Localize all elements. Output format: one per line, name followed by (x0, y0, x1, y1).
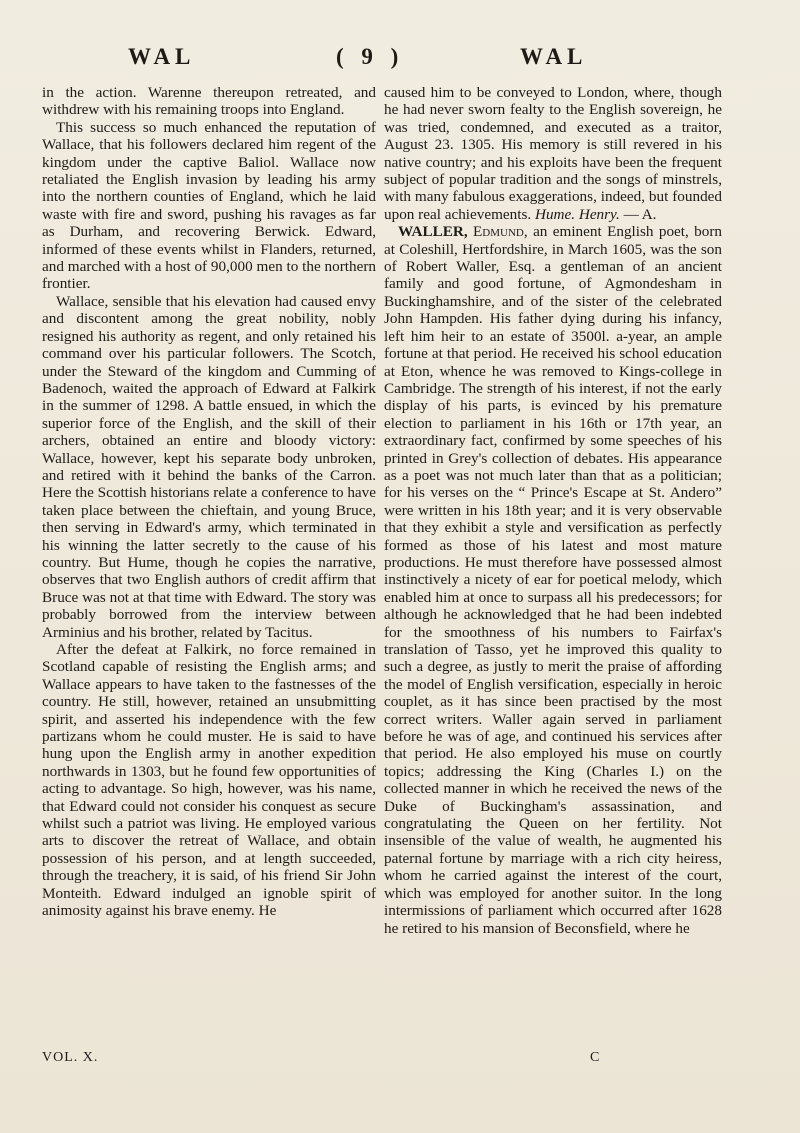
entry-forename: Edmund, (473, 223, 528, 241)
author-initial: — A. (623, 205, 657, 223)
header-left: WAL (128, 44, 196, 69)
paragraph-text: caused him to be conveyed to London, where, though he had never sworn fealty to the English sovereign, he was tried, condemned, and executed as a traitor, August 23. 1305. His memory is still revered in his native country; and his exploits have been the frequent subject of popular tradition and the songs of minstrels, with many fabulous exaggerations, indeed, but founded upon real achievements. (384, 84, 722, 223)
running-header (120, 44, 700, 74)
paragraph: This success so much enhanced the reputation of Wallace, that his followers declared him regent of the kingdom under the captive Baliol. Wallace now retaliated the English invasion by leading his army into the northern counties of England, which he laid waste with fire and sword, pushing his ravages as far as Durham, and recovering Berwick. Edward, informed of these events whilst in Flanders, returned, and marched with a host of 90,000 men to the northern frontier. (42, 118, 376, 293)
paragraph: in the action. Warenne thereupon retreated, and withdrew with his remaining troops into England. (42, 84, 376, 119)
entry-headword: WALLER, (398, 223, 468, 241)
header-right: WAL (520, 44, 588, 69)
paragraph: Wallace, sensible that his elevation had caused envy and discontent among the great nobility, nobly resigned his authority as regent, and only retained his command over his particular followers. The Scotch, under the Steward of the kingdom and Cumming of Badenoch, waited the approach of Edward at Falkirk in the summer of 1298. A battle ensued, in which the superior force of the English, and the skill of their archers, obtained an entire and bloody victory: Wallace, however, kept his separate body unbroken, and retired with it behind the banks of the Carron. Here the Scottish historians relate a conference to have taken place between the chieftain, and young Bruce, then serving in Edward's army, which terminated in his winning the latter secretly to the cause of his country. But Hume, though he copies the narrative, observes that two English authors of credit affirm that Bruce was not at that time with Edward. The story was probably borrowed from the interview between Arminius and his brother, related by Tacitus. (42, 292, 376, 641)
paragraph: After the defeat at Falkirk, no force remained in Scotland capable of resisting the English arms; and Wallace appears to have taken to the fastnesses of the country. He still, however, retained an unsubmitting spirit, and asserted his independence with the few partizans whom he could muster. He is said to have hung upon the English army in another expedition northwards in 1303, but he found few opportunities of acting to advantage. So high, however, was his name, that Edward could not consider his conquest as secure whilst such a patriot was living. He employed various arts to discover the retreat of Wallace, and obtain possession of his person, and at length succeeded, through the treachery, it is said, of his friend Sir John Monteith. Edward indulged an ignoble spirit of animosity against his brave enemy. He (42, 641, 376, 920)
gathering-signature: C (590, 1050, 601, 1065)
entry-waller (384, 223, 722, 937)
left-column (42, 84, 376, 920)
entry-body: an eminent English poet, born at Coleshill, Hertfordshire, in March 1605, was the son of Robert Waller, Esq. a gentleman of an ancient family and good fortune, of Agmondesham in Buckinghamshire, and of the sister of the celebrated John Hampden. His father dying during his infancy, left him heir to an estate of 3500l. a-year, an ample fortune at that period. He received his school education at Eton, whence he was removed to Kings-college in Cambridge. The strength of his interest, if not the early display of his parts, is evinced by his premature election to parliament in his 16th or 17th year, an extraordinary fact, confirmed by some speeches of his printed in Grey's collection of debates. His appearance as a poet was not much later than that as a politician; for his verses on the “ Prince's Escape at St. Andero” were written in his 18th year; and it is very observable that they exhibit a style and versification as perfectly formed as those of his latest and most mature productions. He must therefore have possessed almost instinctively a nicety of ear for poetical melody, which enabled him at once to surpass all his predecessors; for although he acknowledged that he had been indebted for the smoothness of his numbers to Fairfax's translation of Tasso, yet he improved this quality to such a degree, as justly to merit the praise of affording the model of English versification, especially in heroic couplet, as it has since been practised by the most correct writers. Waller again served in parliament before he was of age, and continued his services after that period. He also employed his muse on courtly topics; addressing the King (Charles I.) on the collected manner in which he received the news of the Duke of Buckingham's assassination, and congratulating the Queen on her fertility. Not insensible of the value of wealth, he augmented his paternal fortune by marriage with a rich city heiress, whom he carried against the interest of the court, which was employed for another suitor. In the long intermissions of parliament which occurred after 1628 he retired to his mansion of Beconsfield, where he (384, 223, 723, 937)
right-column (384, 84, 722, 937)
volume-signature: VOL. X. (42, 1050, 99, 1065)
citation: Hume. Henry. (534, 205, 620, 223)
page-number: ( 9 ) (336, 44, 405, 69)
paragraph (384, 84, 722, 223)
